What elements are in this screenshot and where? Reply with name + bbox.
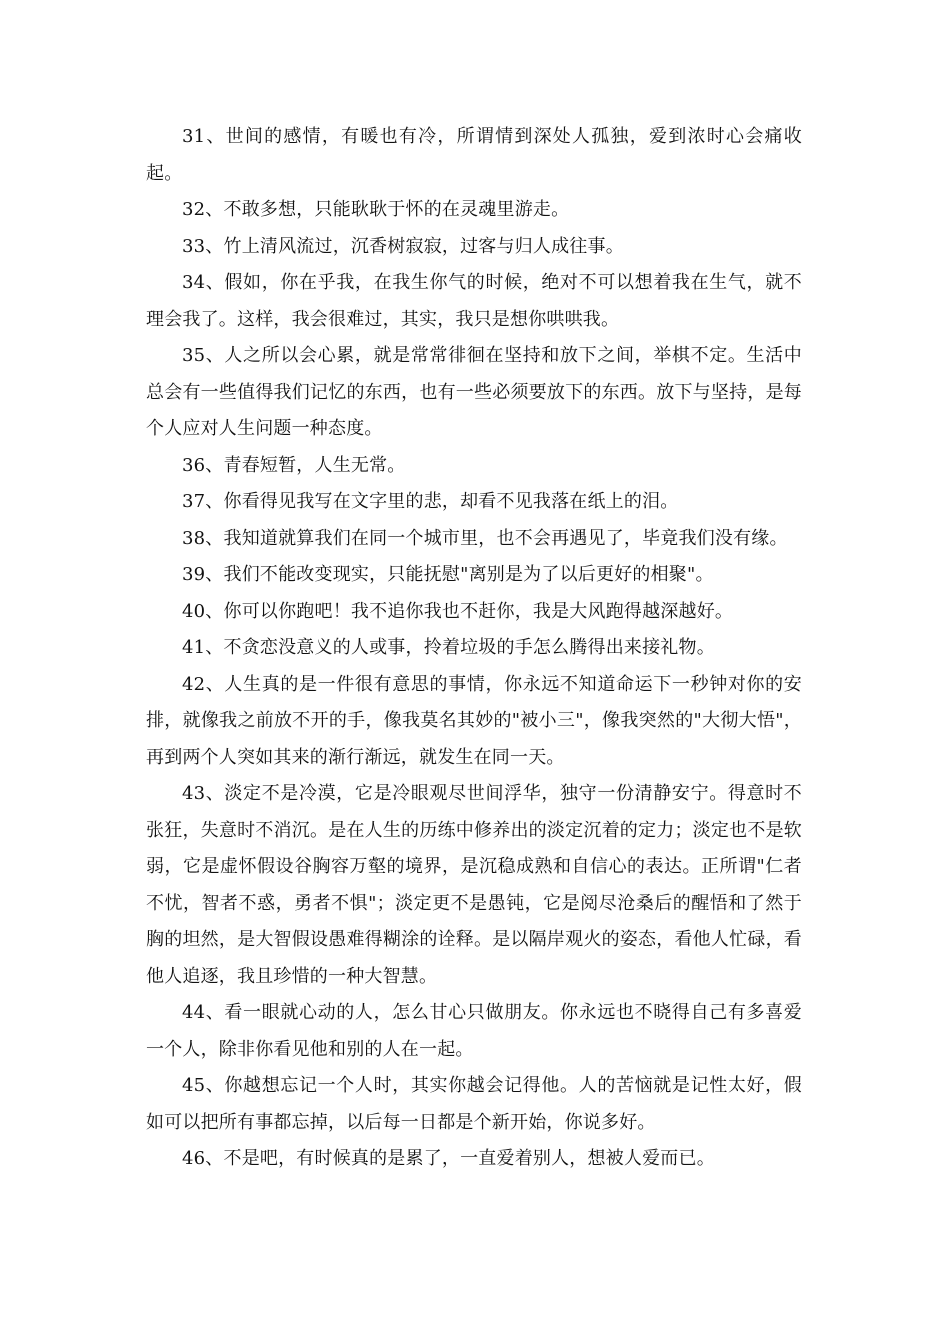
paragraph-35: 35、人之所以会心累，就是常常徘徊在坚持和放下之间，举棋不定。生活中总会有一些值得我们记忆的东西，也有一些必须要放下的东西。放下与坚持，是每个人应对人生问题一种态度。 <box>146 345 802 439</box>
paragraph-36: 36、青春短暂，人生无常。 <box>182 454 406 476</box>
paragraph-42: 42、人生真的是一件很有意思的事情，你永远不知道命运下一秒钟对你的安排，就像我之前放不开的手，像我莫名其妙的"被小三"，像我突然的"大彻大悟"，再到两个人突如其来的渐行渐远，就发生在同一天。 <box>146 673 802 768</box>
paragraph-37: 37、你看得见我写在文字里的悲，却看不见我落在纸上的泪。 <box>182 491 679 512</box>
paragraph-38: 38、我知道就算我们在同一个城市里，也不会再遇见了，毕竟我们没有缘。 <box>182 527 788 549</box>
paragraph-34: 34、假如，你在乎我，在我生你气的时候，绝对不可以想着我在生气，就不理会我了。这样，我会很难过，其实，我只是想你哄哄我。 <box>146 272 802 330</box>
paragraph-39: 39、我们不能改变现实，只能抚慰"离别是为了以后更好的相聚"。 <box>182 564 714 585</box>
paragraph-32: 32、不敢多想，只能耿耿于怀的在灵魂里游走。 <box>182 199 570 220</box>
paragraph-44: 44、看一眼就心动的人，怎么甘心只做朋友。你永远也不晓得自己有多喜爱一个人，除非你看见他和别的人在一起。 <box>146 1002 802 1060</box>
paragraph-45: 45、你越想忘记一个人时，其实你越会记得他。人的苦恼就是记性太好，假如可以把所有事都忘掉，以后每一日都是个新开始，你说多好。 <box>146 1075 802 1133</box>
paragraph-46: 46、不是吧，有时候真的是累了，一直爱着别人，想被人爱而已。 <box>182 1148 715 1169</box>
paragraph-43: 43、淡定不是冷漠，它是冷眼观尽世间浮华，独守一份清静安宁。得意时不张狂，失意时不消沉。是在人生的历练中修养出的淡定沉着的定力；淡定也不是软弱，它是虚怀假设谷胸容万壑的境界，是沉稳成熟和自信心的表达。正所谓"仁者不忧，智者不惑，勇者不惧"；淡定更不是愚钝，它是阅尽沧桑后的醒悟和了然于胸的坦然，是大智假设愚难得糊涂的诠释。是以隔岸观火的姿态，看他人忙碌，看他人追逐，我且珍惜的一种大智慧。 <box>146 783 802 987</box>
paragraph-33: 33、竹上清风流过，沉香树寂寂，过客与归人成往事。 <box>182 235 624 257</box>
paragraph-41: 41、不贪恋没意义的人或事，拎着垃圾的手怎么腾得出来接礼物。 <box>182 637 715 658</box>
paragraph-40: 40、你可以你跑吧！我不追你我也不赶你，我是大风跑得越深越好。 <box>182 600 734 622</box>
paragraph-31: 31、世间的感情，有暖也有冷，所谓情到深处人孤独，爱到浓时心会痛收起。 <box>146 126 802 184</box>
